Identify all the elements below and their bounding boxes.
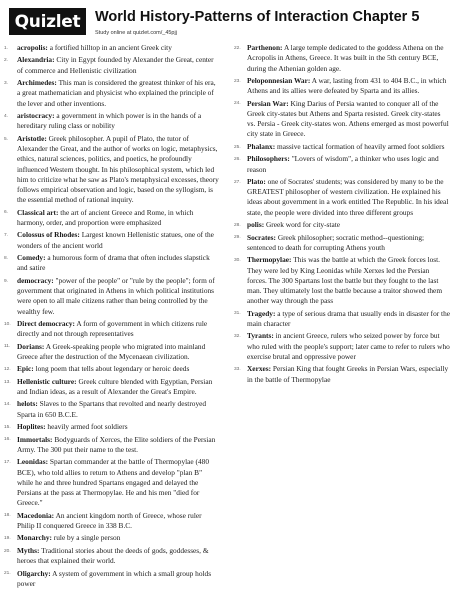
term-definition: An ancient kingdom north of Greece, whose ruler Philip II conquered Greece in 338 B.C. bbox=[17, 510, 202, 530]
term-definition: This man is considered the greatest thinker of his era, a great mathematician and physicist who explained the principle of the lever and other inventions. bbox=[17, 78, 216, 108]
term-word: aristocracy: bbox=[17, 111, 55, 121]
term-entry bbox=[4, 399, 220, 420]
term-definition: a government in which power is in the hands of a hereditary ruling class or nobility bbox=[17, 111, 202, 131]
term-entry bbox=[4, 364, 220, 374]
term-number: 7. bbox=[4, 233, 9, 239]
term-entry bbox=[234, 220, 450, 230]
term-word: Direct democracy: bbox=[17, 318, 75, 328]
term-definition: heavily armed foot soldiers bbox=[47, 422, 128, 432]
term-definition: A Greek-speaking people who migrated into mainland Greece after the destruction of the Mycenaean civilization. bbox=[17, 341, 206, 361]
term-word: polis: bbox=[247, 220, 265, 230]
term-word: democracy: bbox=[17, 275, 54, 285]
term-number: 27. bbox=[234, 179, 241, 185]
term-word: Monarchy: bbox=[17, 533, 52, 543]
term-number: 12. bbox=[4, 367, 11, 373]
term-definition: rule by a single person bbox=[53, 533, 121, 543]
terms-column-left bbox=[4, 43, 220, 591]
term-number: 13. bbox=[4, 379, 11, 385]
term-entry bbox=[4, 134, 220, 206]
term-number: 8. bbox=[4, 255, 9, 261]
term-number: 4. bbox=[4, 113, 9, 119]
term-entry bbox=[234, 177, 450, 218]
term-definition: one of Socrates' students; was considered by many to be the GREATEST philosopher of western civilization. He explained his ideas about government in a work entitled The Republic. In his ideal state, the people were divided into three different groups bbox=[247, 176, 449, 217]
term-word: Thermopylae: bbox=[247, 255, 292, 265]
term-entry bbox=[234, 309, 450, 330]
term-entry bbox=[234, 255, 450, 306]
term-definition: a type of serious drama that usually ends in disaster for the main character bbox=[247, 308, 451, 328]
term-number: 32. bbox=[234, 334, 241, 340]
document-title: World History-Patterns of Interaction Chapter 5 bbox=[95, 9, 420, 25]
page-header bbox=[9, 8, 449, 48]
term-definition: A form of government in which citizens rule directly and not through representatives bbox=[17, 318, 208, 339]
term-number: 31. bbox=[234, 311, 241, 317]
term-word: Oligarchy: bbox=[17, 568, 51, 578]
term-entry bbox=[4, 546, 220, 567]
term-definition: "Lovers of wisdom", a thinker who uses logic and reason bbox=[247, 154, 439, 174]
study-online-link[interactable]: Study online at quizlet.com/_45pjj bbox=[95, 30, 177, 36]
term-word: Xerxes: bbox=[247, 364, 272, 374]
term-definition: Slaves to the Spartans that revolted and nearly destroyed Sparta in 650 B.C.E. bbox=[17, 399, 207, 419]
term-number: 2. bbox=[4, 58, 9, 64]
term-number: 29. bbox=[234, 235, 241, 241]
term-word: Phalanx: bbox=[247, 141, 276, 151]
term-entry bbox=[4, 377, 220, 398]
term-entry bbox=[4, 78, 220, 109]
term-entry bbox=[234, 233, 450, 254]
term-entry bbox=[4, 435, 220, 456]
term-definition: a humorous form of drama that often includes slapstick and satire bbox=[17, 253, 210, 273]
term-entry bbox=[4, 511, 220, 532]
term-number: 18. bbox=[4, 513, 11, 519]
term-number: 20. bbox=[4, 548, 11, 554]
term-word: Archimedes: bbox=[17, 78, 57, 88]
term-number: 26. bbox=[234, 157, 241, 163]
term-entry bbox=[234, 142, 450, 152]
term-entry bbox=[4, 230, 220, 251]
term-entry bbox=[234, 331, 450, 362]
term-number: 11. bbox=[4, 344, 11, 350]
term-word: Epic: bbox=[17, 364, 34, 374]
term-word: Comedy: bbox=[17, 253, 46, 263]
term-definition: Traditional stories about the deeds of gods, goddesses, & heroes that explained their world. bbox=[17, 545, 209, 566]
term-definition: This was the battle at which the Greek forces lost. They were led by King Leonidas while Xerxes led the Persian forces. The 300 Spartans lost the battle but they fought to the last man. They ultimately lost the battle because a traitor showed them another way through the pass bbox=[247, 255, 443, 306]
term-word: Hoplites: bbox=[17, 422, 46, 432]
term-word: Myths: bbox=[17, 545, 40, 555]
term-number: 24. bbox=[234, 101, 241, 107]
term-definition: Largest known Hellenistic statues, one of the wonders of the ancient world bbox=[17, 230, 214, 250]
term-entry bbox=[4, 342, 220, 363]
term-number: 10. bbox=[4, 321, 11, 327]
term-number: 30. bbox=[234, 258, 241, 264]
term-entry bbox=[234, 364, 450, 385]
term-number: 6. bbox=[4, 210, 9, 216]
term-entry bbox=[234, 154, 450, 175]
term-word: Hellenistic culture: bbox=[17, 376, 77, 386]
term-definition: Persian King that fought Greeks in Persian Wars, especially in the battle of Thermopylae bbox=[247, 364, 449, 384]
term-definition: Greek philosopher. A pupil of Plato, the tutor of Alexander the Great, and the author of works on logic, metaphysics, ethics, natural sciences, politics, and poetics, he profoundly influenced Western thought. In his philosophical system, which led him to criticize what he saw as Plato's metaphysical excesses, theory follows empirical observation and logic, based on the syllogism, is the essential method of rational inquiry. bbox=[17, 133, 219, 205]
term-number: 28. bbox=[234, 222, 241, 228]
term-entry bbox=[4, 55, 220, 76]
term-definition: Greek philosopher; socratic method--questioning; sentenced to death for corrupting Athens youth bbox=[247, 232, 425, 252]
term-word: Tragedy: bbox=[247, 308, 276, 318]
term-word: acropolis: bbox=[17, 43, 48, 52]
term-entry bbox=[4, 569, 220, 590]
term-word: Immortals: bbox=[17, 434, 53, 444]
term-number: 14. bbox=[4, 402, 11, 408]
term-word: Macedonia: bbox=[17, 510, 55, 520]
term-definition: Spartan commander at the battle of Thermopylae (480 BCE), who told allies to return to Athens and develop "plan B" while he and three hundred Spartans engaged and delayed the Persians at the pass at Thermopylae. He and his men "died for Greece." bbox=[17, 457, 209, 508]
term-number: 22. bbox=[234, 45, 241, 51]
term-entry bbox=[234, 76, 450, 97]
term-definition: the art of ancient Greece and Rome, in which harmony, order, and proportion were emphasized bbox=[17, 207, 194, 227]
term-number: 25. bbox=[234, 144, 241, 150]
term-entry bbox=[4, 457, 220, 508]
term-definition: "power of the people" or "rule by the people"; form of government that originated in Athens in which political institutions were open to all male citizens rather than being controlled by the wealthy few. bbox=[17, 275, 215, 316]
term-number: 9. bbox=[4, 278, 9, 284]
term-entry bbox=[4, 533, 220, 543]
term-number: 15. bbox=[4, 424, 11, 430]
term-definition: King Darius of Persia wanted to conquer all of the Greek city-states but Athens and Sparta resisted. Greek city-states vs. Persia - Greek city-states won. Athens emerged as most powerful city state in Greece. bbox=[247, 98, 449, 139]
term-entry bbox=[4, 253, 220, 274]
term-number: 19. bbox=[4, 536, 11, 542]
term-word: Socrates: bbox=[247, 232, 276, 242]
term-entry bbox=[4, 422, 220, 432]
terms-column-right bbox=[234, 43, 450, 387]
term-definition: in ancient Greece, rulers who seized power by force but who ruled with the people's support; later came to refer to rulers who exercise brutal and oppressive power bbox=[247, 331, 450, 361]
term-entry bbox=[4, 208, 220, 229]
term-definition: Greek culture blended with Egyptian, Persian and Indian ideas, as a result of Alexander the Great's Empire. bbox=[17, 376, 213, 396]
term-definition: long poem that tells about legendary or heroic deeds bbox=[35, 364, 190, 374]
term-word: Plato: bbox=[247, 176, 266, 186]
term-word: Tyrants: bbox=[247, 331, 274, 341]
term-definition: a fortified hilltop in an ancient Greek city bbox=[49, 43, 172, 52]
term-number: 21. bbox=[4, 571, 11, 577]
term-definition: A war, lasting from 431 to 404 B.C., in which Athens and its allies were defeated by Sparta and its allies. bbox=[247, 75, 447, 96]
term-definition: massive tactical formation of heavily armed foot soldiers bbox=[277, 141, 445, 151]
term-entry bbox=[4, 43, 220, 53]
term-entry bbox=[234, 43, 450, 74]
term-number: 16. bbox=[4, 437, 11, 443]
term-word: Classical art: bbox=[17, 207, 59, 217]
term-word: Dorians: bbox=[17, 341, 45, 351]
term-definition: A large temple dedicated to the goddess Athena on the Acropolis in Athens, Greece. It was built in the 5th century BCE, during the Athenian golden age. bbox=[247, 43, 444, 73]
quizlet-logo bbox=[9, 8, 86, 35]
term-entry bbox=[4, 276, 220, 317]
term-definition: Greek word for city-state bbox=[265, 220, 341, 230]
term-entry bbox=[4, 319, 220, 340]
term-entry bbox=[234, 99, 450, 140]
term-number: 3. bbox=[4, 80, 9, 86]
term-word: Peloponnesian War: bbox=[247, 75, 311, 85]
term-word: Philosophers: bbox=[247, 154, 290, 164]
term-number: 23. bbox=[234, 78, 241, 84]
term-word: Alexandria: bbox=[17, 55, 55, 65]
term-definition: A system of government in which a small group holds power bbox=[17, 568, 212, 588]
term-word: Leonidas: bbox=[17, 457, 49, 467]
term-definition: Bodyguards of Xerces, the Elite soldiers of the Persian Army. The 300 put their name to the test. bbox=[17, 434, 216, 454]
logo-text: Quizlet bbox=[14, 11, 81, 32]
term-definition: City in Egypt founded by Alexander the Great, center of commerce and Hellenistic civilization bbox=[17, 55, 214, 75]
term-number: 5. bbox=[4, 136, 9, 142]
term-word: helots: bbox=[17, 399, 38, 409]
term-word: Parthenon: bbox=[247, 43, 283, 52]
term-number: 17. bbox=[4, 460, 11, 466]
term-word: Colossus of Rhodes: bbox=[17, 230, 80, 240]
term-word: Persian War: bbox=[247, 98, 289, 108]
term-number: 1. bbox=[4, 45, 9, 51]
term-entry bbox=[4, 111, 220, 132]
term-number: 33. bbox=[234, 367, 241, 373]
term-word: Aristotle: bbox=[17, 133, 47, 143]
